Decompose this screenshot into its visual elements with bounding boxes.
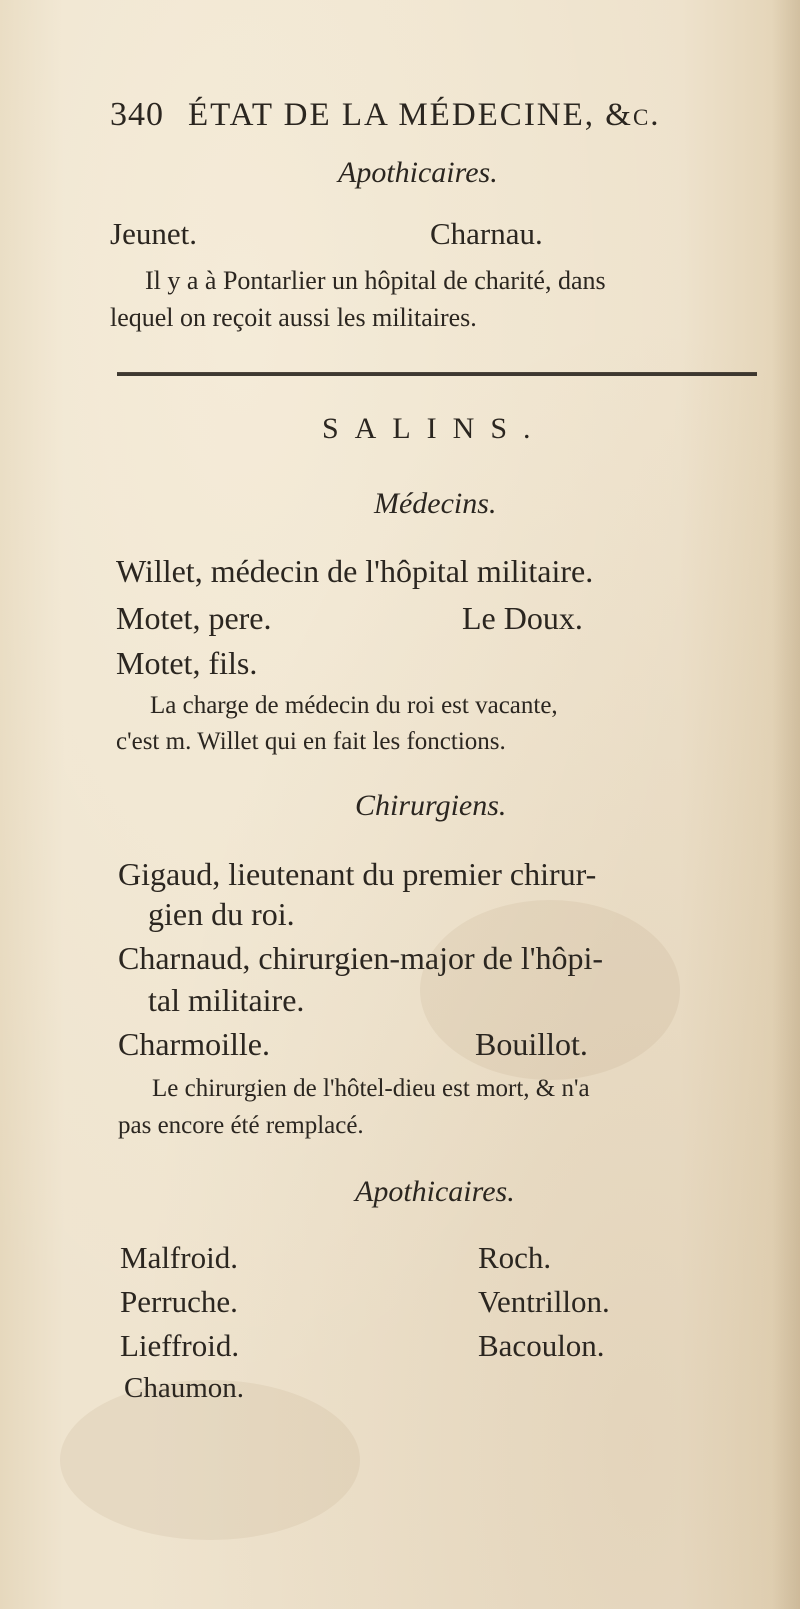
chirurgiens-note-line1: Le chirurgien de l'hôtel-dieu est mort, & n'a: [152, 1075, 590, 1102]
apothicaire-left-2: Perruche.: [120, 1284, 238, 1319]
medecins-heading: Médecins.: [374, 487, 497, 520]
chirurgiens-note-line2: pas encore été remplacé.: [118, 1112, 364, 1139]
pontarlier-apothicaires-heading: Apothicaires.: [338, 156, 498, 189]
medecins-note-line2: c'est m. Willet qui en fait les fonctions.: [116, 728, 506, 755]
chirurgien-line-2: gien du roi.: [148, 896, 295, 932]
apothicaire-left-4: Chaumon.: [124, 1372, 245, 1404]
section-divider: [117, 372, 757, 376]
page-edge-shadow: [772, 0, 800, 1609]
salins-apothicaires-heading: Apothicaires.: [355, 1175, 515, 1208]
pontarlier-note-line1: Il y a à Pontarlier un hôpital de charité, dans: [145, 266, 606, 295]
medecin-line-3: Motet, fils.: [116, 645, 258, 681]
apothicaire-right-3: Bacoulon.: [478, 1328, 605, 1363]
medecin-line-1: Willet, médecin de l'hôpital militaire.: [116, 553, 594, 589]
apothicaire-left-3: Lieffroid.: [120, 1328, 240, 1363]
page-number: 340: [110, 96, 164, 133]
chirurgiens-heading: Chirurgiens.: [355, 789, 507, 822]
chirurgien-line-3: Charnaud, chirurgien-major de l'hôpi-: [118, 940, 604, 976]
medecin-line-2-left: Motet, pere.: [116, 600, 272, 636]
apothicaire-right-1: Roch.: [478, 1240, 552, 1275]
pontarlier-note-line2: lequel on reçoit aussi les militaires.: [110, 303, 477, 332]
chirurgien-line-1: Gigaud, lieutenant du premier chirur-: [118, 856, 597, 892]
medecin-line-2-right: Le Doux.: [462, 600, 583, 636]
pontarlier-apothicaire-2: Charnau.: [430, 216, 543, 251]
apothicaire-right-2: Ventrillon.: [478, 1284, 610, 1319]
medecins-note-line1: La charge de médecin du roi est vacante,: [150, 692, 558, 719]
chirurgien-line-4: tal militaire.: [148, 982, 305, 1018]
pontarlier-apothicaire-1: Jeunet.: [110, 216, 197, 251]
chirurgien-line-5-right: Bouillot.: [475, 1026, 588, 1062]
chirurgien-line-5-left: Charmoille.: [118, 1026, 270, 1062]
apothicaire-left-1: Malfroid.: [120, 1240, 238, 1275]
running-title: ÉTAT DE LA MÉDECINE, &c.: [188, 97, 661, 133]
section-title-salins: SALINS.: [322, 412, 547, 445]
